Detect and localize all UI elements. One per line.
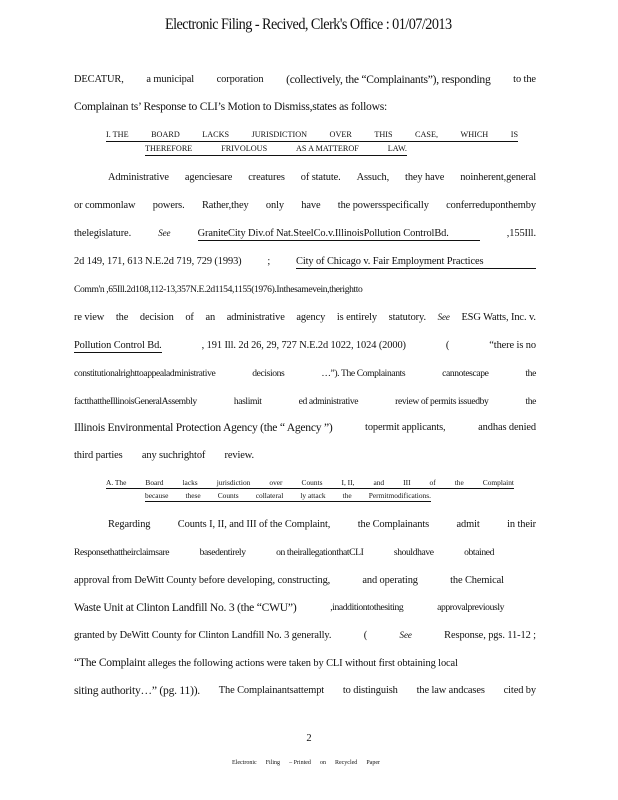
- footer-recycled-paper: Electronic Filing – Printed on Recycled Paper: [232, 760, 380, 766]
- para1-line-11: third parties any suchrightof review.: [74, 450, 254, 461]
- para2-line-1: Regarding Counts I, II, and III of the Complaint, the Complainants admit in their: [108, 519, 536, 530]
- para1-line-7: Pollution Control Bd. , 191 Ill. 2d 26, 29, 727 N.E.2d 1022, 1024 (2000) ( “there is no: [74, 340, 536, 351]
- para2-line-4: Waste Unit at Clinton Landfill No. 3 (the “CWU”) ,inadditiontothesiting approvalpreviously: [74, 601, 504, 614]
- electronic-filing-header: Electronic Filing - Recived, Clerk's Office : 01/07/2013: [164, 16, 452, 33]
- page-number: 2: [306, 733, 312, 744]
- see-signal: See: [437, 312, 450, 322]
- para2-line-3: approval from DeWitt County before developing, constructing, and operating the Chemical: [74, 575, 504, 586]
- para2-line-7: siting authority…” (pg. 11)). The Complainantsattempt to distinguish the law andcases cited by: [74, 684, 536, 697]
- section-heading-1-cont: THEREFORE FRIVOLOUS AS A MATTEROF LAW.: [145, 144, 407, 156]
- intro-line-1: DECATUR, a municipal corporation (collectively, the “Complainants”), responding to the: [74, 73, 536, 86]
- para1-line-5: Comm'n ,65Ill.2d108,112-13,357N.E.2d1154,1155(1976).Inthesamevein,therightto: [74, 284, 363, 295]
- para1-line-1: Administrative agenciesare creatures of statute. Assuch, they have noinherent,general: [108, 172, 536, 183]
- para1-line-6: re view the decision of an administrative agency is entirely statutory. See ESG Watts, Inc. v.: [74, 312, 536, 323]
- see-signal: See: [399, 630, 412, 640]
- section-heading-1: I. THE BOARD LACKS JURISDICTION OVER THIS CASE, WHICH IS: [106, 130, 518, 142]
- para1-line-8: constitutionalrighttoappealadministrative decisions …”). The Complainants cannotescape the: [74, 368, 536, 379]
- case-citation-city-of-chicago: City of Chicago v. Fair Employment Practices: [296, 255, 536, 269]
- para2-line-5: granted by DeWitt County for Clinton Landfill No. 3 generally. ( See Response, pgs. 11-12 ;: [74, 630, 536, 641]
- para2-line-2: Responsethattheirclaimsare basedentirely on theirallegationthatCLI shouldhave obtained: [74, 547, 494, 558]
- section-heading-a: A. The Board lacks jurisdiction over Counts I, II, and III of the Complaint: [106, 478, 514, 487]
- para1-line-3: thelegislature. See GraniteCity Div.of Nat.SteelCo.v.IllinoisPollution ControlBd. ,155Ill.: [74, 228, 536, 239]
- intro-line-2: Complainan ts’ Response to CLI’s Motion to Dismiss,states as follows:: [74, 100, 387, 113]
- para1-line-2: or commonlaw powers. Rather,they only have the powersspecifically conferreduponthemby: [74, 200, 536, 211]
- para2-line-6: “The Complaint alleges the following actions were taken by CLI without first obtaining local: [74, 656, 458, 669]
- case-citation-esg-watts: Pollution Control Bd.: [74, 340, 162, 351]
- section-heading-a-cont: because these Counts collateral ly attack the Permitmodifications.: [145, 491, 431, 500]
- para1-line-10: Illinois Environmental Protection Agency (the “ Agency ”) topermit applicants, andhas denied: [74, 421, 536, 434]
- para1-line-4: 2d 149, 171, 613 N.E.2d 719, 729 (1993) ; City of Chicago v. Fair Employment Practices: [74, 255, 536, 269]
- see-signal: See: [158, 228, 171, 238]
- para1-line-9: factthattheIllinoisGeneralAssembly haslimit ed administrative review of permits issuedby the: [74, 396, 536, 407]
- case-citation-granite-city: GraniteCity Div.of Nat.SteelCo.v.IllinoisPollution ControlBd.: [198, 227, 480, 241]
